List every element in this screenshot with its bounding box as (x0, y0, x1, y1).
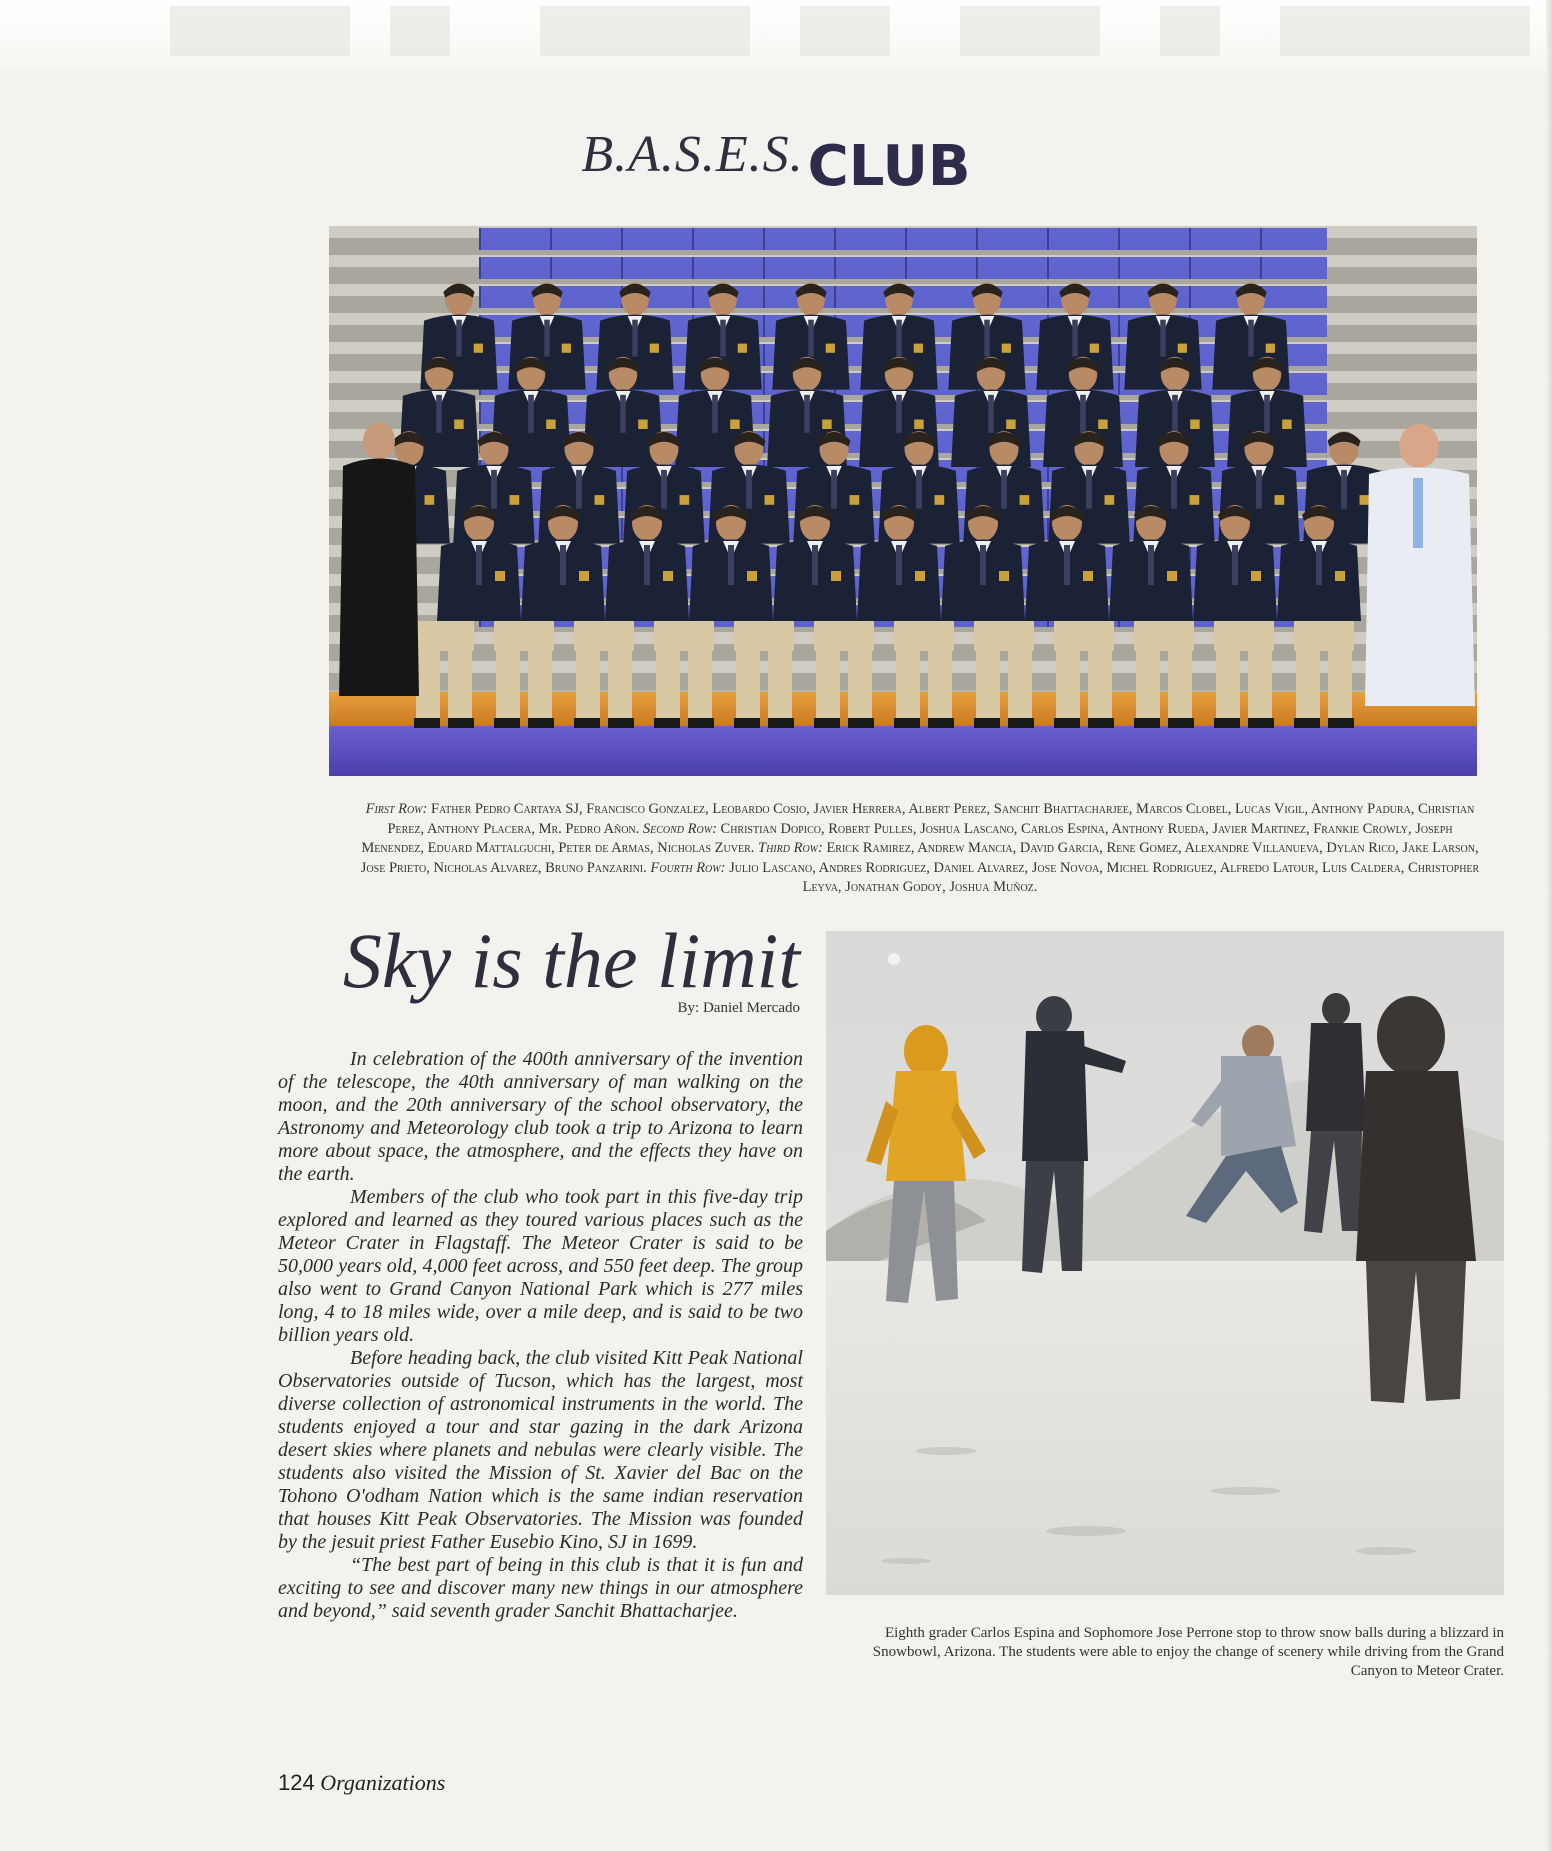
snow-photo (826, 931, 1504, 1595)
article-paragraph: In celebration of the 400th anniversary of the invention of the telescope, the 40th anniversary of man walking on the moon, and the 20th anniversary of the school observatory, the Astronomy and Meteorology club took a trip to Arizona to learn more about space, the atmosphere, and the effects they have on the earth. (278, 1048, 803, 1185)
caption-row-names: Christian Dopico, Robert Pulles, Joshua Lascano, Carlos Espina, Anthony Rueda, Javier Martinez, Frankie Crowly, Joseph Menendez, Eduard Mattalguchi, Peter de Armas, Nicholas Zuver. (361, 820, 1453, 856)
club-title (0, 120, 1552, 199)
article-headline: Sky is the limit (342, 917, 800, 1004)
article-paragraph: Before heading back, the club visited Kitt Peak National Observatories outside of Tucson, which has the largest, most diverse collection of astronomical instruments in the world. The students enjoyed a tour and star gazing in the dark Arizona desert skies where planets and nebulas were clearly visible. The students also visited the Mission of St. Xavier del Bac on the Tohono O'odham Nation which is the same indian reservation that houses Kitt Peak Observatories. The Mission was founded by the jesuit priest Father Eusebio Kino, SJ in 1699. (278, 1347, 803, 1553)
group-photo-illustration (329, 226, 1477, 776)
page-number: 124 (278, 1770, 315, 1795)
section-name: Organizations (320, 1770, 446, 1795)
priest (339, 422, 419, 696)
snow-photo-illustration (826, 931, 1504, 1595)
article-byline: By: Daniel Mercado (677, 1000, 800, 1016)
group-photo-caption (356, 800, 1484, 898)
group-photo (329, 226, 1477, 776)
caption-row-label: Third Row: (758, 840, 827, 856)
caption-row-label: First Row: (365, 801, 431, 817)
club-title-acronym: B.A.S.E.S. (581, 126, 804, 183)
scan-bleed-strip (0, 0, 1552, 70)
caption-row-names: Julio Lascano, Andres Rodriguez, Daniel Alvarez, Jose Novoa, Michel Rodriguez, Alfredo Latour, Luis Caldera, Christopher Leyva, Jonathan Godoy, Joshua Muñoz. (729, 859, 1480, 895)
caption-row-names: Father Pedro Cartaya SJ, Francisco Gonzalez, Leobardo Cosio, Javier Herrera, Albert Perez, Sanchit Bhattacharjee, Marcos Clobel, Lucas Vigil, Anthony Padura, Christian Perez, Anthony Placera, Mr. Pedro Añon. (387, 801, 1475, 837)
caption-row-label: Fourth Row: (650, 859, 730, 876)
article-body (278, 1048, 803, 1623)
caption-row-names: Erick Ramirez, Andrew Mancia, David Garcia, Rene Gomez, Alexandre Villanueva, Dylan Rico, Jake Larson, Jose Prieto, Nicholas Alvarez, Bruno Panzarini. (360, 840, 1479, 876)
page-folio (278, 1770, 445, 1796)
article-paragraph: Members of the club who took part in this five-day trip explored and learned as they toured various places such as the Meteor Crater in Flagstaff. The Meteor Crater is said to be 50,000 years old, 4,000 feet across, and 550 feet deep. The group also went to Grand Canyon National Park which is 277 miles long, 4 to 18 miles wide, over a mile deep, and is said to be two billion years old. (278, 1186, 803, 1346)
club-title-word: CLUB (807, 134, 971, 199)
caption-row-label: Second Row: (642, 820, 721, 837)
page-edge-shadow (1546, 0, 1552, 1851)
snow-photo-caption: Eighth grader Carlos Espina and Sophomore Jose Perrone stop to throw snow balls during a blizzard in Snowbowl, Arizona. The students were able to enjoy the change of scenery while driving from the Grand Canyon to Meteor Crater. (872, 1625, 1504, 1679)
article-paragraph: “The best part of being in this club is that it is fun and exciting to see and discover many new things in our atmosphere and beyond,” said seventh grader Sanchit Bhattacharjee. (278, 1554, 803, 1622)
